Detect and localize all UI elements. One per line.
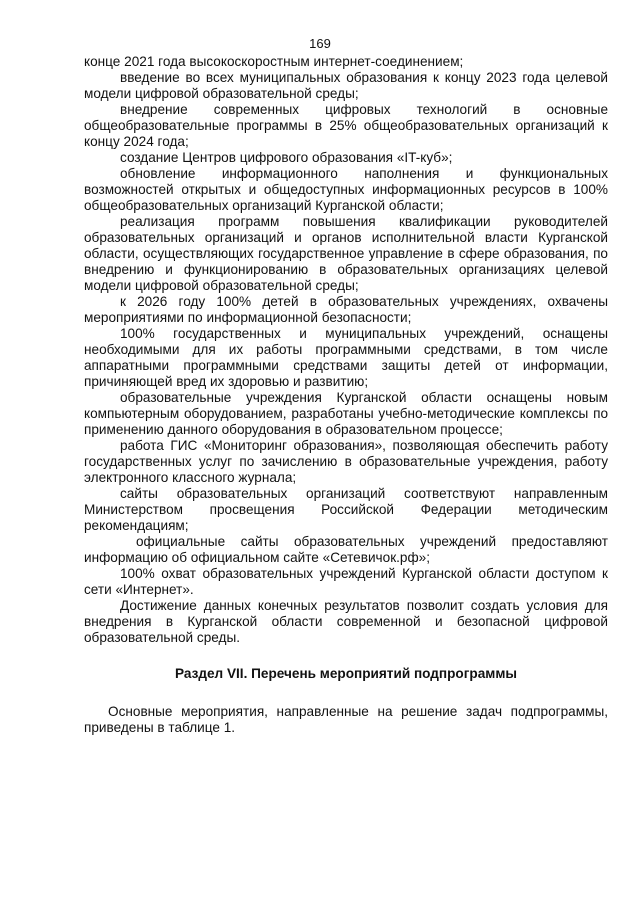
paragraph: обновление информационного наполнения и функциональных возможностей открытых и общедоступных информационных ресурсов в 100% общеобразовательных организаций Курганской области; xyxy=(84,166,608,213)
paragraph: конце 2021 года высокоскоростным интернет-соединением; xyxy=(84,54,464,69)
paragraph: 100% государственных и муниципальных учреждений, оснащены необходимыми для их работы программными средствами, в том числе аппаратными программными средствами защиты детей от информации, причиняющей вред их здоровью и развитию; xyxy=(84,326,608,389)
paragraph: официальные сайты образовательных учреждений предоставляют информацию об официальном сайте «Сетевичок.рф»; xyxy=(84,534,608,565)
paragraph: введение во всех муниципальных образования к концу 2023 года целевой модели цифровой образовательной среды; xyxy=(84,70,608,101)
paragraph: сайты образовательных организаций соответствуют направленным Министерством просвещения Российской Федерации методическим рекомендациям; xyxy=(84,486,608,533)
document-body xyxy=(84,54,608,736)
paragraph: внедрение современных цифровых технологий в основные общеобразовательные программы в 25% общеобразовательных организаций к концу 2024 года; xyxy=(84,102,608,149)
paragraph: реализация программ повышения квалификации руководителей образовательных организаций и органов исполнительной власти Курганской области, осуществляющих государственное управление в сфере образования, по внедрению и функционированию в образовательных организациях целевой модели цифровой образовательной среды; xyxy=(84,214,608,293)
page-number: 169 xyxy=(309,36,331,51)
section-intro: Основные мероприятия, направленные на решение задач подпрограммы, приведены в таблице 1. xyxy=(84,704,608,735)
paragraph: работа ГИС «Мониторинг образования», позволяющая обеспечить работу государственных услуг по зачислению в образовательные учреждения, работу электронного классного журнала; xyxy=(84,438,608,485)
paragraph: образовательные учреждения Курганской области оснащены новым компьютерным оборудованием, разработаны учебно-методические комплексы по применению данного оборудования в образовательном процессе; xyxy=(84,390,608,437)
paragraph: 100% охват образовательных учреждений Курганской области доступом к сети «Интернет». xyxy=(84,566,608,597)
paragraph: Достижение данных конечных результатов позволит создать условия для внедрения в Курганской области современной и безопасной цифровой образовательной среды. xyxy=(84,598,608,645)
paragraph: создание Центров цифрового образования «IT-куб»; xyxy=(120,150,453,165)
section-heading: Раздел VII. Перечень мероприятий подпрограммы xyxy=(174,666,517,681)
paragraph: к 2026 году 100% детей в образовательных учреждениях, охвачены мероприятиями по информационной безопасности; xyxy=(84,294,608,325)
